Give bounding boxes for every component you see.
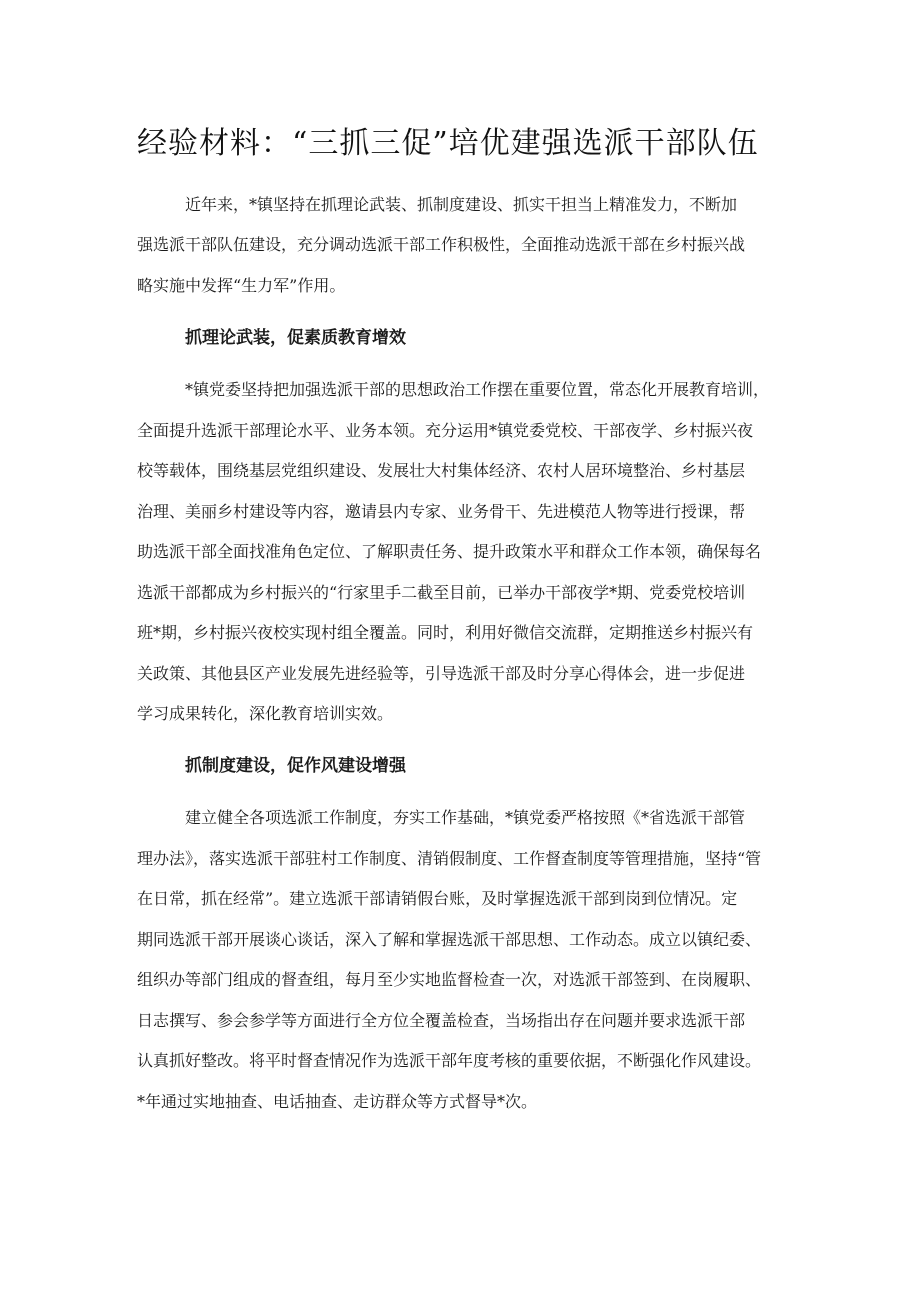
paragraph-line: 学习成果转化，深化教育培训实效。: [137, 704, 394, 723]
paragraph-line: 治理、美丽乡村建设等内容，邀请县内专家、业务骨干、先进模范人物等进行授课，帮: [137, 502, 746, 521]
paragraph-line: 选派干部都成为乡村振兴的“行家里手二截至目前，已举办干部夜学*期、党委党校培训: [137, 583, 746, 602]
paragraph-line: 关政策、其他县区产业发展先进经验等，引导选派干部及时分享心得体会，进一步促进: [137, 664, 746, 683]
intro-line: 强选派干部队伍建设，充分调动选派干部工作积极性，全面推动选派干部在乡村振兴战: [137, 235, 746, 254]
paragraph-line: 助选派干部全面找准角色定位、了解职责任务、提升政策水平和群众工作本领，确保每名: [137, 542, 762, 561]
document-title: 经验材料：“三抓三促”培优建强选派干部队伍: [137, 126, 759, 161]
paragraph-line: 组织办等部门组成的督查组，每月至少实地监督检查一次，对选派干部签到、在岗履职、: [137, 970, 762, 989]
paragraph-line: 班*期，乡村振兴夜校实现村组全覆盖。同时，利用好微信交流群，定期推送乡村振兴有: [137, 623, 754, 642]
paragraph-line: 校等载体，围绕基层党组织建设、发展壮大村集体经济、农村人居环境整治、乡村基层: [137, 461, 746, 480]
section-heading-theory: 抓理论武装，促素质教育增效: [185, 328, 406, 348]
intro-line: 略实施中发挥“生力军”作用。: [137, 276, 346, 295]
paragraph-line: 期同选派干部开展谈心谈话，深入了解和掌握选派干部思想、工作动态。成立以镇纪委、: [137, 930, 762, 949]
paragraph-line: 日志撰写、参会参学等方面进行全方位全覆盖检查，当场指出存在问题并要求选派干部: [137, 1011, 746, 1030]
paragraph-line: 理办法》，落实选派干部驻村工作制度、清销假制度、工作督查制度等管理措施，坚持“管: [137, 849, 762, 868]
paragraph-line: 在日常，抓在经常”。建立选派干部请销假台账，及时掌握选派干部到岗到位情况。定: [137, 889, 738, 908]
paragraph-line: 建立健全各项选派工作制度，夯实工作基础，*镇党委严格按照《*省选派干部管: [185, 808, 746, 827]
paragraph-line: *镇党委坚持把加强选派干部的思想政治工作摆在重要位置，常态化开展教育培训，: [185, 380, 770, 399]
paragraph-line: *年通过实地抽查、电话抽查、走访群众等方式督导*次。: [137, 1092, 538, 1111]
paragraph-line: 全面提升选派干部理论水平、业务本领。充分运用*镇党委党校、干部夜学、乡村振兴夜: [137, 421, 754, 440]
section-heading-system: 抓制度建设，促作风建设增强: [185, 756, 406, 776]
paragraph-line: 认真抓好整改。将平时督查情况作为选派干部年度考核的重要依据，不断强化作风建设。: [137, 1051, 762, 1070]
intro-line: 近年来，*镇坚持在抓理论武装、抓制度建设、抓实干担当上精准发力，不断加: [185, 195, 738, 214]
